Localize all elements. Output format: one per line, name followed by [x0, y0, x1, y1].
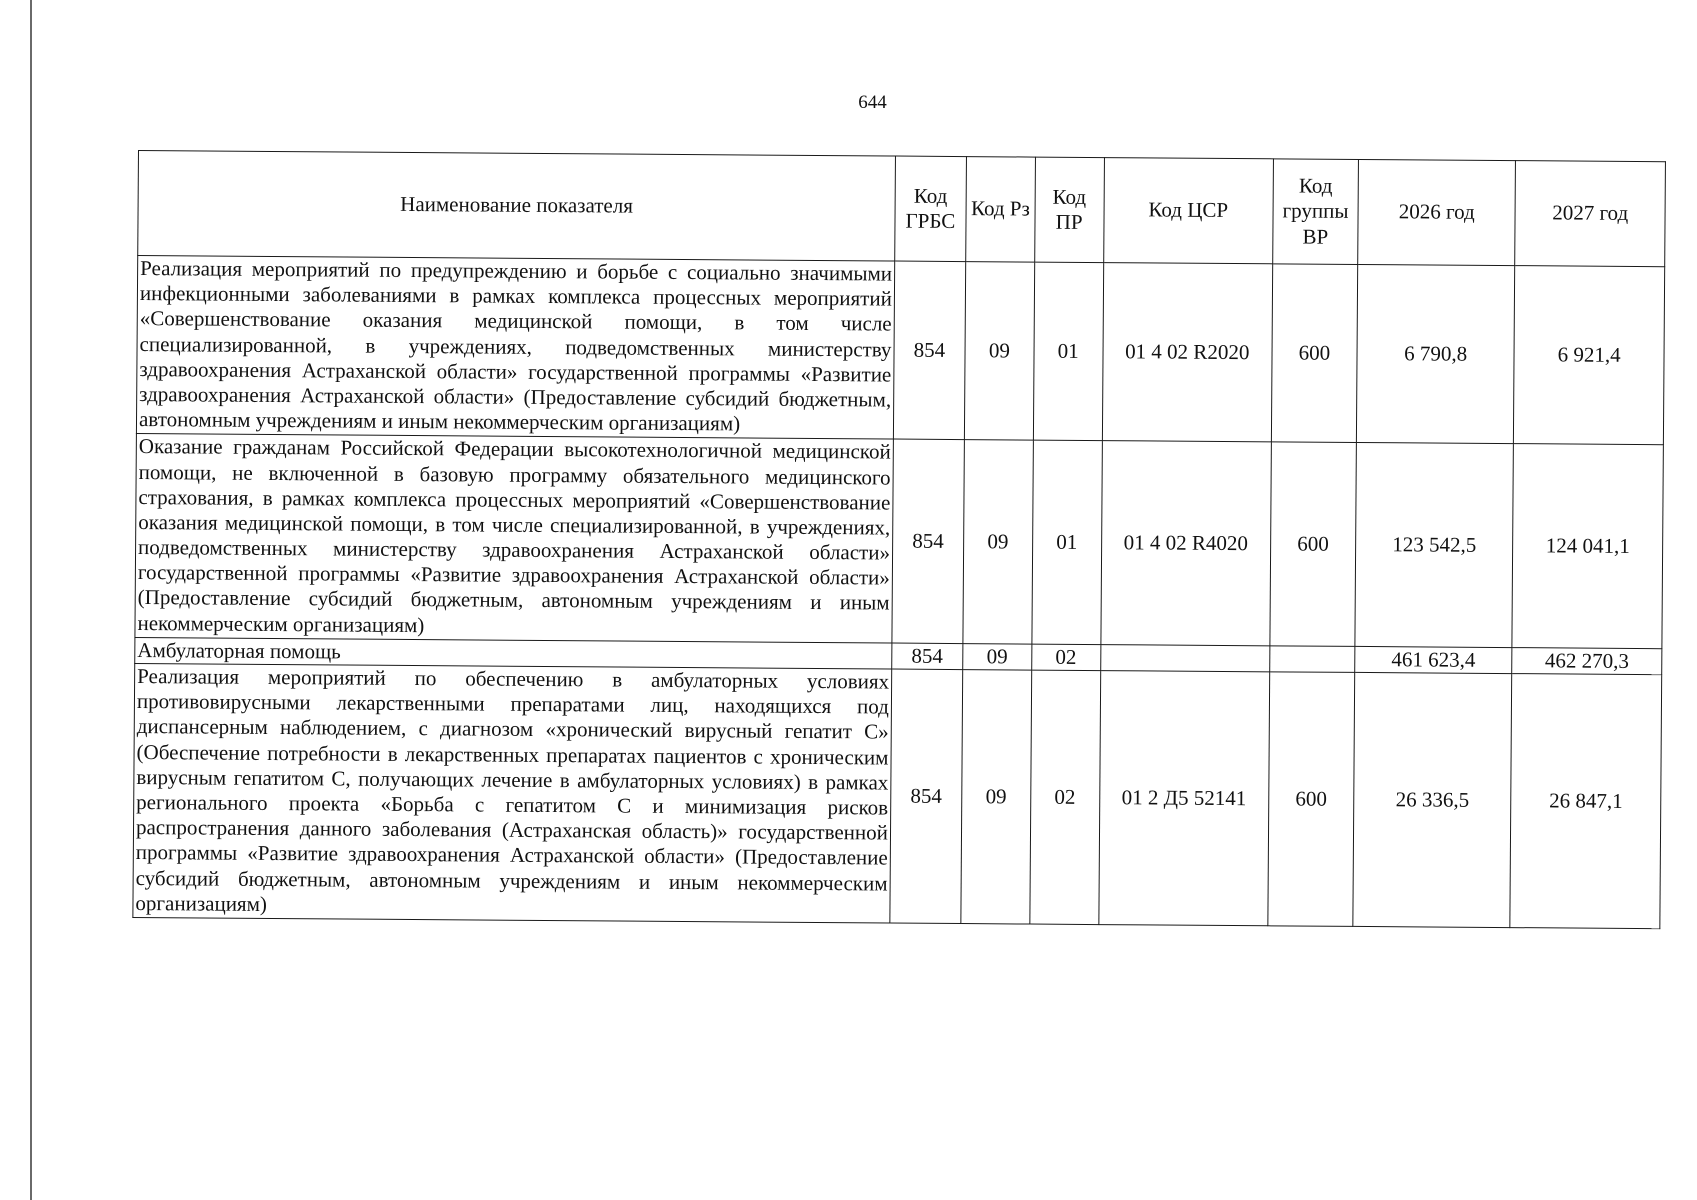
- header-2026: 2026 год: [1358, 159, 1516, 265]
- row-2026: 6 790,8: [1356, 264, 1515, 443]
- row-rz: 09: [963, 643, 1032, 670]
- row-name-text: Реализация мероприятий по обеспечению в амбулаторных условиях противовирусными лекарственными препаратами лиц, находящихся под диспансерным наблюдением, с диагнозом «хронический вирусный гепатит С» (Обеспечение потребности в лекарственных препаратах пациентов с хроническим вирусным гепатитом С, получающих лечение в амбулаторных условиях) в рамках регионального проекта «Борьба с гепатитом С и минимизация рисков распространения данного заболевания (Астраханская область)» государственной программы «Развитие здравоохранения Астраханской области» (Предоставление субсидий бюджетным, автономным учреждениям и иным некоммерческим организациям): [135, 664, 890, 916]
- row-pr: 01: [1032, 440, 1102, 644]
- row-pr: 01: [1033, 262, 1103, 441]
- budget-table: [132, 150, 1666, 929]
- header-name: Наименование показателя: [138, 151, 896, 262]
- header-pr: Код ПР: [1034, 157, 1104, 263]
- row-grbs: 854: [890, 669, 963, 923]
- row-2027: 26 847,1: [1510, 674, 1662, 929]
- row-pr: 02: [1030, 670, 1101, 924]
- row-csr: 01 4 02 R2020: [1102, 263, 1273, 443]
- table-row: [136, 256, 1664, 446]
- row-csr: 01 2 Д5 52141: [1098, 671, 1269, 926]
- header-csr: Код ЦСР: [1103, 158, 1273, 264]
- row-name: [133, 663, 892, 922]
- row-2026: 123 542,5: [1355, 443, 1514, 648]
- row-name-text: Реализация мероприятий по предупреждению и борьбе с социально значимыми инфекционными заболеваниями в рамках комплекса процессных мероприятий «Совершенствование оказания медицинской помощи, в том числе специализированной, в учреждениях, подведомственных министерству здравоохранения Астраханской области» государственной программы «Развитие здравоохранения Астраханской области» (Предоставление субсидий бюджетным, автономным учреждениям и иным некоммерческим организациям): [138, 256, 893, 436]
- row-2027: 124 041,1: [1512, 444, 1663, 649]
- row-vr: 600: [1271, 264, 1357, 443]
- row-rz: 09: [964, 262, 1034, 441]
- row-2027: 6 921,4: [1514, 266, 1665, 445]
- table-row: [133, 663, 1662, 928]
- row-name: [136, 256, 894, 440]
- row-rz: 09: [961, 670, 1032, 924]
- row-csr: 01 4 02 R4020: [1100, 441, 1271, 646]
- row-pr: 02: [1031, 644, 1100, 671]
- table-row: [135, 434, 1663, 649]
- table-header-row: [138, 151, 1666, 267]
- row-vr: 600: [1270, 442, 1357, 646]
- row-rz: 09: [963, 440, 1033, 644]
- row-csr: [1100, 644, 1269, 671]
- scan-edge-line: [30, 0, 32, 1200]
- row-vr: [1270, 646, 1355, 673]
- row-2027: 462 270,3: [1512, 647, 1662, 674]
- row-grbs: 854: [893, 261, 965, 440]
- row-vr: 600: [1268, 672, 1355, 926]
- header-2027: 2027 год: [1515, 161, 1665, 267]
- row-2026: 26 336,5: [1353, 672, 1512, 927]
- budget-sheet: [132, 150, 1666, 929]
- page-number: 644: [858, 92, 887, 113]
- row-grbs: 854: [892, 643, 963, 670]
- row-name-text: Амбулаторная помощь: [137, 637, 341, 664]
- row-2026: 461 623,4: [1355, 646, 1512, 673]
- header-vr: Код группы ВР: [1273, 159, 1359, 265]
- header-rz: Код Рз: [966, 157, 1036, 263]
- row-grbs: 854: [892, 439, 964, 643]
- header-grbs: Код ГРБС: [895, 156, 967, 262]
- row-name: [135, 434, 893, 643]
- row-name-text: Оказание гражданам Российской Федерации высокотехнологичной медицинской помощи, не включенной в базовую программу обязательного медицинского страхования, в рамках комплекса процессных мероприятий «Совершенствование оказания медицинской помощи, в том числе специализированной, в учреждениях, подведомственных министерству здравоохранения Астраханской области» государственной программы «Развитие здравоохранения Астраханской области» (Предоставление субсидий бюджетным, автономным учреждениям и иным некоммерческим организациям): [137, 434, 891, 637]
